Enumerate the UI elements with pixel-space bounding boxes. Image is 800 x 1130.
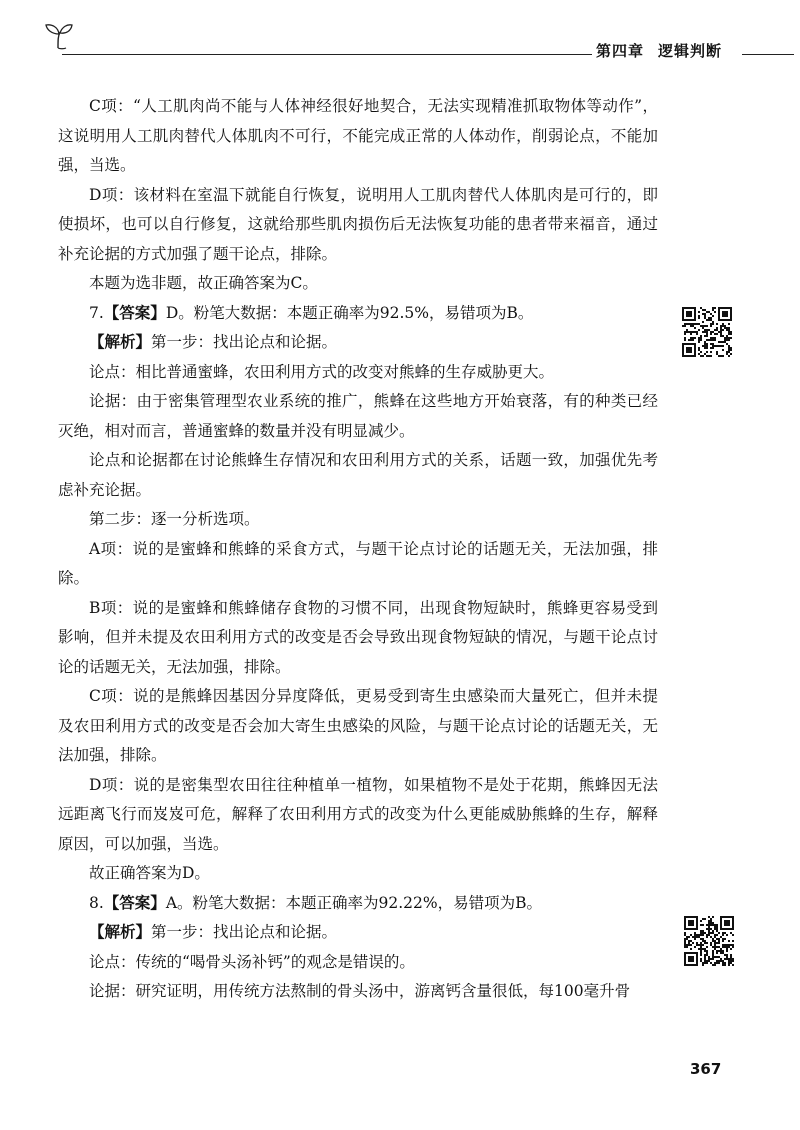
qr-code-icon [682, 307, 732, 357]
answer-tag: 【答案】 [103, 303, 166, 322]
paragraph: 本题为选非题，故正确答案为C。 [89, 274, 318, 292]
running-header [596, 40, 736, 61]
analysis-line: 【解析】第一步：找出论点和论据。 [89, 333, 338, 351]
paragraph: 论点：相比普通蜜蜂，农田利用方式的改变对熊蜂的生存威胁更大。 [89, 362, 555, 381]
paragraph: D项：说的是密集型农田往往种植单一植物，如果植物不是处于花期，熊蜂因无法远距离飞行而岌岌可危，解释了农田利用方式的改变为什么更能威胁熊蜂的生存，解释原因，可以加强，当选。 [58, 775, 658, 853]
paragraph: 论点：传统的“喝骨头汤补钙”的观念是错误的。 [89, 952, 415, 971]
paragraph: 论据：由于密集管理型农业系统的推广，熊蜂在这些地方开始衰落，有的种类已经灭绝，相对而言，普通蜜蜂的数量并没有明显减少。 [58, 392, 658, 440]
paragraph: 故正确答案为D。 [89, 864, 210, 882]
paragraph: 论据：研究证明，用传统方法熬制的骨头汤中，游离钙含量很低，每100毫升骨 [89, 982, 631, 1000]
answer-line: 7.【答案】D。粉笔大数据：本题正确率为92.5%，易错项为B。 [89, 303, 534, 322]
paragraph: A项：说的是蜜蜂和熊蜂的采食方式，与题干论点讨论的话题无关，无法加强，排除。 [58, 539, 658, 587]
page-body [58, 92, 658, 1007]
qr-code-icon [684, 916, 734, 966]
header-rule-left [62, 54, 592, 55]
answer-line: 8.【答案】A。粉笔大数据：本题正确率为92.22%，易错项为B。 [89, 893, 542, 912]
chapter-label: 第四章 [596, 42, 645, 60]
sprout-leaf-icon [44, 22, 74, 50]
paragraph: 论点和论据都在讨论熊蜂生存情况和农田利用方式的关系，话题一致，加强优先考虑补充论据。 [58, 451, 658, 499]
section-label: 逻辑判断 [658, 42, 723, 60]
analysis-tag: 【解析】 [89, 923, 152, 941]
header-rule-right [742, 54, 794, 55]
analysis-line: 【解析】第一步：找出论点和论据。 [89, 923, 338, 941]
qr-code-question-8[interactable] [684, 916, 734, 966]
qr-code-question-7[interactable] [682, 307, 732, 357]
analysis-tag: 【解析】 [89, 333, 152, 351]
paragraph: D项：该材料在室温下就能自行恢复，说明用人工肌肉替代人体肌肉是可行的，即使损坏，也可以自行修复，这就给那些肌肉损伤后无法恢复功能的患者带来福音，通过补充论据的方式加强了题干论点，排除。 [58, 185, 658, 263]
paragraph: C项：说的是熊蜂因基因分异度降低，更易受到寄生虫感染而大量死亡，但并未提及农田利用方式的改变是否会加大寄生虫感染的风险，与题干论点讨论的话题无关，无法加强，排除。 [58, 687, 658, 764]
answer-tag: 【答案】 [103, 893, 166, 912]
paragraph: 第二步：逐一分析选项。 [89, 510, 260, 528]
page-number: 367 [690, 1060, 722, 1078]
paragraph: B项：说的是蜜蜂和熊蜂储存食物的习惯不同，出现食物短缺时，熊蜂更容易受到影响，但并未提及农田利用方式的改变是否会导致出现食物短缺的情况，与题干论点讨论的话题无关，无法加强，排除。 [58, 598, 658, 676]
paragraph: C项：“人工肌肉尚不能与人体神经很好地契合，无法实现精准抓取物体等动作”，这说明用人工肌肉替代人体肌肉不可行，不能完成正常的人体动作，削弱论点，不能加强，当选。 [58, 97, 658, 174]
